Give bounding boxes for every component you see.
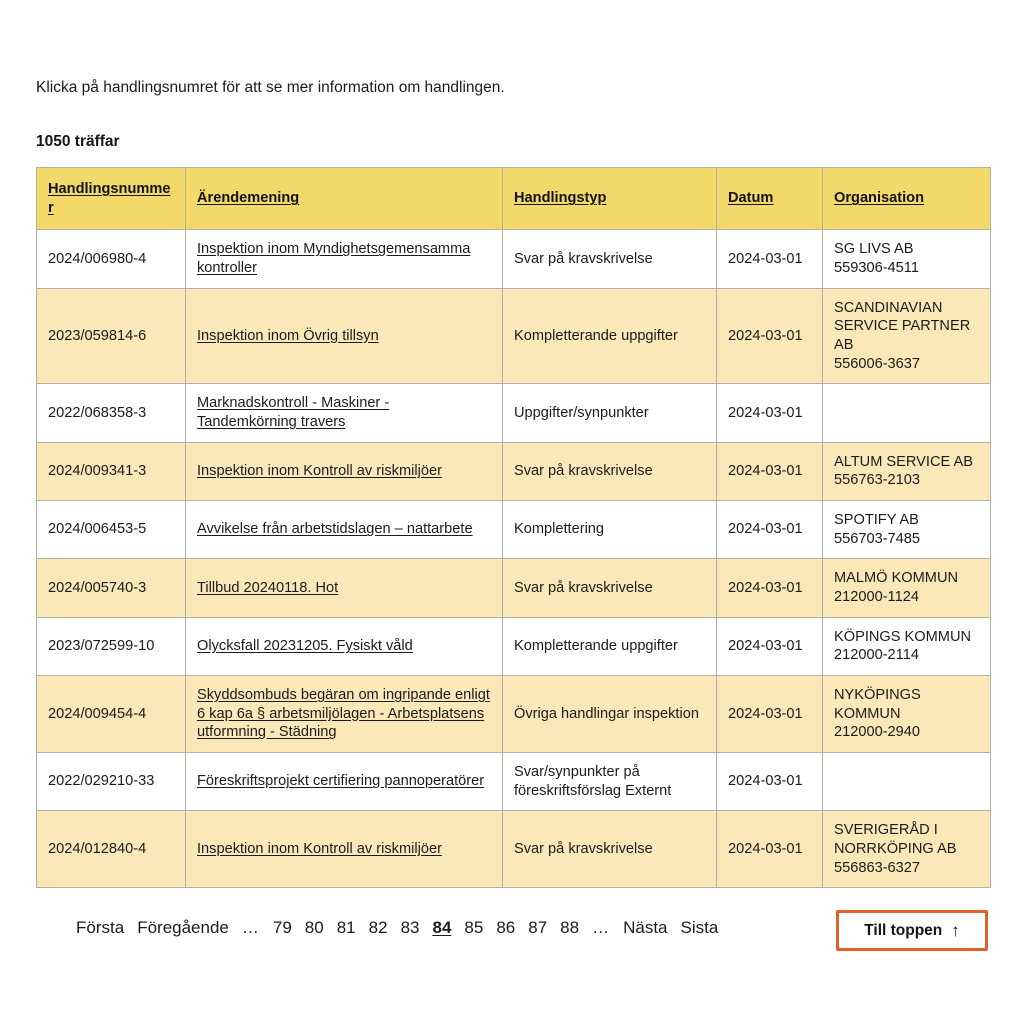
sort-link-datum[interactable]: Datum xyxy=(728,190,774,207)
cell-datum: 2024-03-01 xyxy=(717,384,823,442)
cell-organisation: SCANDINAVIAN SERVICE PARTNER AB 556006-3637 xyxy=(823,288,991,384)
cell-handlingstyp: Svar på kravskrivelse xyxy=(503,811,717,888)
cell-arendemening xyxy=(186,617,503,675)
document-link[interactable]: Inspektion inom Myndighetsgemensamma kontroller xyxy=(197,241,471,276)
table-row xyxy=(37,559,991,617)
cell-datum: 2024-03-01 xyxy=(717,676,823,753)
pagination-ellipsis: … xyxy=(592,918,611,938)
to-top-label: Till toppen xyxy=(864,921,943,939)
document-link[interactable]: Föreskriftsprojekt certifiering pannoperatörer xyxy=(197,773,485,790)
cell-handlingsnummer: 2024/005740-3 xyxy=(37,559,186,617)
cell-handlingstyp: Uppgifter/synpunkter xyxy=(503,384,717,442)
cell-datum: 2024-03-01 xyxy=(717,753,823,811)
pagination-item[interactable]: 81 xyxy=(336,918,356,938)
cell-handlingsnummer: 2022/029210-33 xyxy=(37,753,186,811)
cell-datum: 2024-03-01 xyxy=(717,230,823,288)
arrow-up-icon: ↑ xyxy=(951,921,960,941)
cell-datum: 2024-03-01 xyxy=(717,442,823,500)
pagination-ellipsis: … xyxy=(241,918,260,938)
document-link[interactable]: Marknadskontroll - Maskiner - Tandemkörning travers xyxy=(197,395,390,430)
table-row xyxy=(37,811,991,888)
pagination-item[interactable]: 83 xyxy=(400,918,420,938)
cell-organisation: SPOTIFY AB 556703-7485 xyxy=(823,500,991,558)
cell-handlingsnummer: 2024/012840-4 xyxy=(37,811,186,888)
table-row xyxy=(37,617,991,675)
document-link[interactable]: Inspektion inom Kontroll av riskmiljöer xyxy=(197,462,442,479)
results-count-heading: 1050 träffar xyxy=(36,132,120,150)
pagination-current-page[interactable]: 84 xyxy=(432,918,452,938)
cell-handlingstyp: Komplettering xyxy=(503,500,717,558)
column-header-organisation[interactable] xyxy=(823,167,991,229)
cell-handlingstyp: Kompletterande uppgifter xyxy=(503,288,717,384)
table-row xyxy=(37,442,991,500)
results-footer xyxy=(36,910,988,970)
table-row xyxy=(37,288,991,384)
pagination-item[interactable]: 87 xyxy=(528,918,548,938)
cell-handlingstyp: Svar på kravskrivelse xyxy=(503,442,717,500)
document-link[interactable]: Inspektion inom Kontroll av riskmiljöer xyxy=(197,841,442,858)
cell-handlingsnummer: 2023/059814-6 xyxy=(37,288,186,384)
cell-handlingsnummer: 2023/072599-10 xyxy=(37,617,186,675)
cell-organisation: SVERIGERÅD I NORRKÖPING AB 556863-6327 xyxy=(823,811,991,888)
cell-datum: 2024-03-01 xyxy=(717,617,823,675)
cell-arendemening xyxy=(186,288,503,384)
table-row xyxy=(37,500,991,558)
pagination-item[interactable]: 79 xyxy=(272,918,292,938)
cell-datum: 2024-03-01 xyxy=(717,811,823,888)
pagination-item[interactable]: Nästa xyxy=(623,918,668,938)
cell-arendemening xyxy=(186,676,503,753)
cell-handlingsnummer: 2024/009454-4 xyxy=(37,676,186,753)
cell-arendemening xyxy=(186,500,503,558)
cell-organisation xyxy=(823,753,991,811)
column-header-arendemening[interactable] xyxy=(186,167,503,229)
document-link[interactable]: Inspektion inom Övrig tillsyn xyxy=(197,327,379,344)
cell-handlingsnummer: 2024/006453-5 xyxy=(37,500,186,558)
cell-arendemening xyxy=(186,811,503,888)
table-row xyxy=(37,676,991,753)
cell-handlingstyp: Svar på kravskrivelse xyxy=(503,559,717,617)
intro-instruction-text: Klicka på handlingsnumret för att se mer information om handlingen. xyxy=(36,79,505,96)
cell-organisation: ALTUM SERVICE AB 556763-2103 xyxy=(823,442,991,500)
cell-handlingsnummer: 2024/006980-4 xyxy=(37,230,186,288)
cell-handlingstyp: Övriga handlingar inspektion xyxy=(503,676,717,753)
document-link[interactable]: Tillbud 20240118. Hot xyxy=(197,579,339,596)
pagination-item[interactable]: 82 xyxy=(368,918,388,938)
pagination-item[interactable]: Föregående xyxy=(137,918,229,938)
column-header-datum[interactable] xyxy=(717,167,823,229)
header-row xyxy=(37,167,991,229)
cell-organisation xyxy=(823,384,991,442)
pagination-item[interactable]: Första xyxy=(76,918,125,938)
results-table-body xyxy=(37,230,991,888)
column-header-handlingstyp[interactable] xyxy=(503,167,717,229)
sort-link-handlingsnummer[interactable]: Handlingsnummer xyxy=(48,180,171,216)
cell-handlingstyp: Svar på kravskrivelse xyxy=(503,230,717,288)
cell-handlingstyp: Kompletterande uppgifter xyxy=(503,617,717,675)
document-link[interactable]: Skyddsombuds begäran om ingripande enligt 6 kap 6a § arbetsmiljölagen - Arbetsplatsens utformning - Städning xyxy=(197,687,490,741)
cell-datum: 2024-03-01 xyxy=(717,500,823,558)
cell-arendemening xyxy=(186,384,503,442)
results-table-header xyxy=(37,167,991,229)
pagination-item[interactable]: 88 xyxy=(560,918,580,938)
column-header-handlingsnummer[interactable] xyxy=(37,167,186,229)
sort-link-arendemening[interactable]: Ärendemening xyxy=(197,190,300,207)
cell-arendemening xyxy=(186,442,503,500)
cell-handlingstyp: Svar/synpunkter på föreskriftsförslag Externt xyxy=(503,753,717,811)
pagination-item[interactable]: 86 xyxy=(496,918,516,938)
table-row xyxy=(37,753,991,811)
cell-organisation: NYKÖPINGS KOMMUN 212000-2940 xyxy=(823,676,991,753)
document-link[interactable]: Olycksfall 20231205. Fysiskt våld xyxy=(197,638,413,654)
cell-organisation: SG LIVS AB 559306-4511 xyxy=(823,230,991,288)
cell-handlingsnummer: 2022/068358-3 xyxy=(37,384,186,442)
table-row xyxy=(37,384,991,442)
cell-organisation: KÖPINGS KOMMUN 212000-2114 xyxy=(823,617,991,675)
cell-arendemening xyxy=(186,230,503,288)
cell-organisation: MALMÖ KOMMUN 212000-1124 xyxy=(823,559,991,617)
pagination-item[interactable]: 80 xyxy=(304,918,324,938)
document-link[interactable]: Avvikelse från arbetstidslagen – nattarbete xyxy=(197,521,473,538)
cell-arendemening xyxy=(186,753,503,811)
pagination-item[interactable]: 85 xyxy=(464,918,484,938)
pagination[interactable] xyxy=(76,918,718,938)
pagination-item[interactable]: Sista xyxy=(680,918,719,938)
results-table xyxy=(36,167,991,888)
table-row xyxy=(37,230,991,288)
cell-arendemening xyxy=(186,559,503,617)
cell-handlingsnummer: 2024/009341-3 xyxy=(37,442,186,500)
to-top-button[interactable] xyxy=(836,910,988,951)
sort-link-handlingstyp[interactable]: Handlingstyp xyxy=(514,190,607,207)
cell-datum: 2024-03-01 xyxy=(717,559,823,617)
sort-link-organisation[interactable]: Organisation xyxy=(834,190,925,207)
cell-datum: 2024-03-01 xyxy=(717,288,823,384)
